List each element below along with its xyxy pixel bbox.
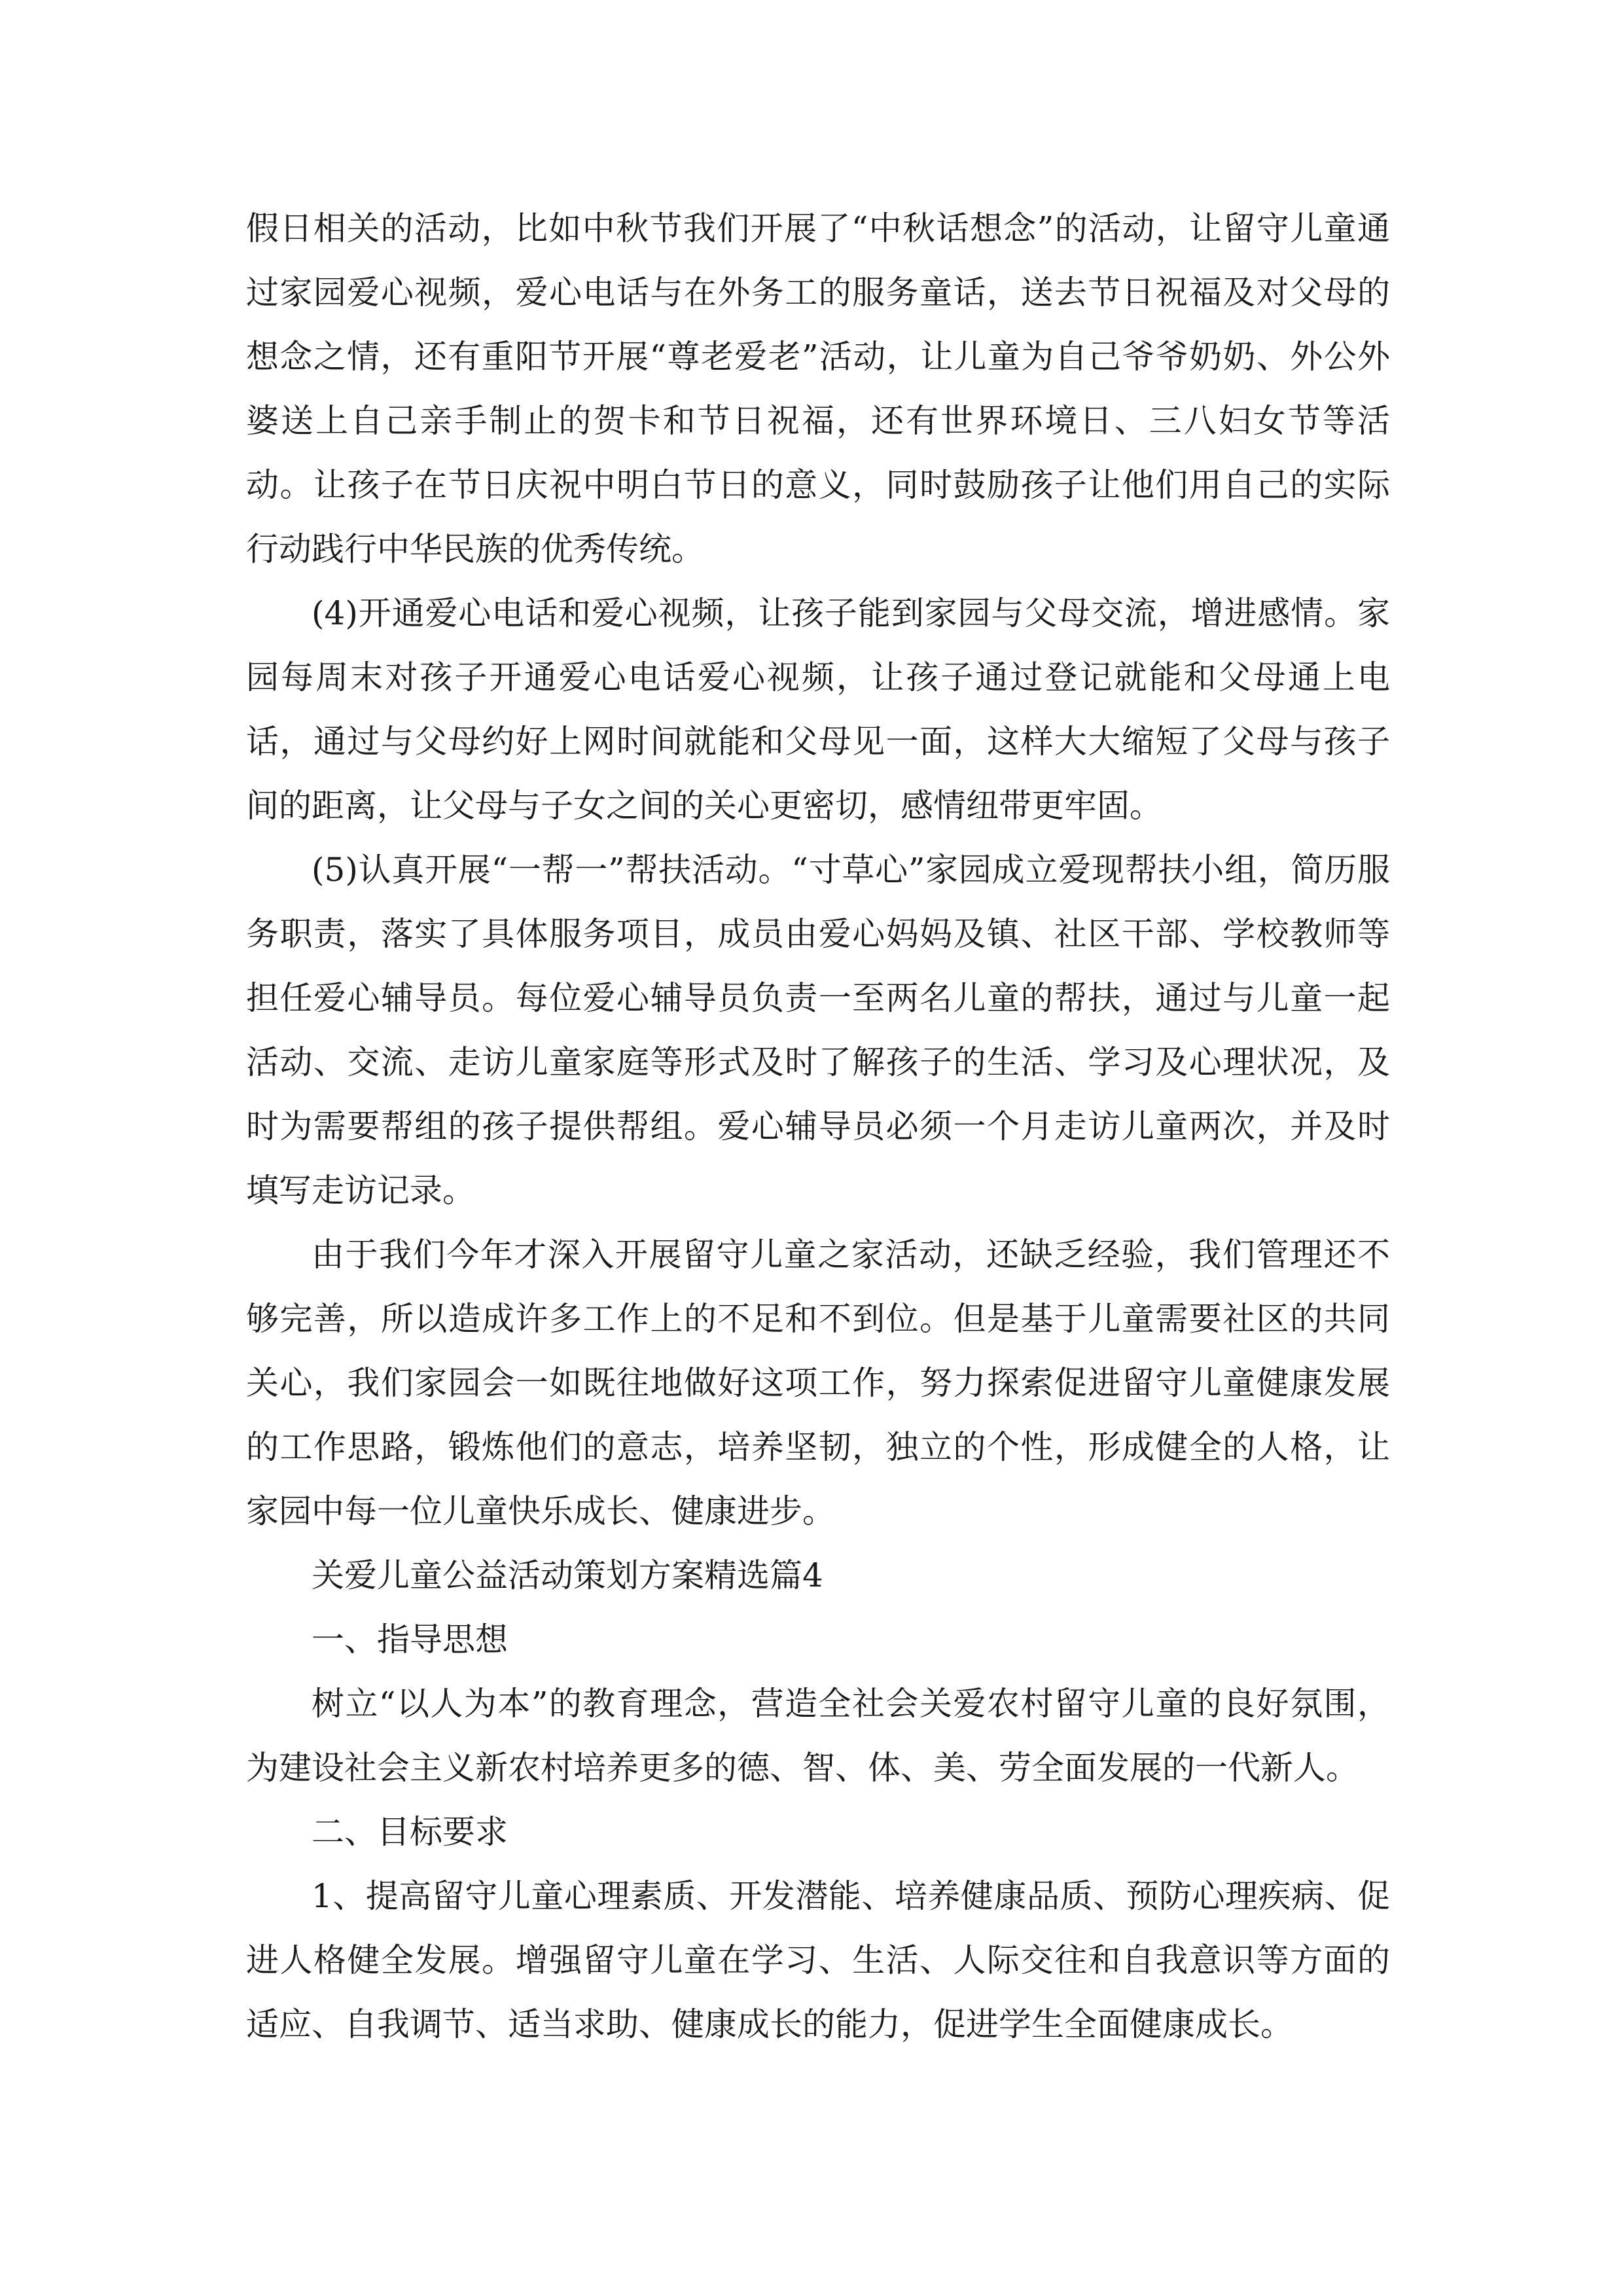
- document-body: [246, 196, 1390, 2056]
- heading-goals: 二、目标要求: [312, 1813, 508, 1851]
- paragraph-guiding-ideology: 树立“以人为本”的教育理念，营造全社会关爱农村留守儿童的良好氛围，为建设社会主义新农村培养更多的德、智、体、美、劳全面发展的一代新人。: [246, 1685, 1390, 1787]
- paragraph-goal-1: 1、提高留守儿童心理素质、开发潜能、培养健康品质、预防心理疾病、促进人格健全发展。增强留守儿童在学习、生活、人际交往和自我意识等方面的适应、自我调节、适当求助、健康成长的能力，促进学生全面健康成长。: [246, 1877, 1390, 2043]
- section-title-plan-4: 关爱儿童公益活动策划方案精选篇4: [312, 1556, 823, 1594]
- paragraph-love-phone-video: (4)开通爱心电话和爱心视频，让孩子能到家园与父母交流，增进感情。家园每周末对孩子开通爱心电话爱心视频，让孩子通过登记就能和父母通上电话，通过与父母约好上网时间就能和父母见一面，这样大大缩短了父母与孩子间的距离，让父母与子女之间的关心更密切，感情纽带更牢固。: [246, 594, 1390, 825]
- paragraph-summary: 由于我们今年才深入开展留守儿童之家活动，还缺乏经验，我们管理还不够完善，所以造成许多工作上的不足和不到位。但是基于儿童需要社区的共同关心，我们家园会一如既往地做好这项工作，努力探索促进留守儿童健康发展的工作思路，锻炼他们的意志，培养坚韧，独立的个性，形成健全的人格，让家园中每一位儿童快乐成长、健康进步。: [246, 1236, 1390, 1530]
- heading-guiding-ideology: 一、指导思想: [312, 1621, 508, 1659]
- paragraph-one-help-one: (5)认真开展“一帮一”帮扶活动。“寸草心”家园成立爱现帮扶小组，简历服务职责，落实了具体服务项目，成员由爱心妈妈及镇、社区干部、学校教师等担任爱心辅导员。每位爱心辅导员负责一至两名儿童的帮扶，通过与儿童一起活动、交流、走访儿童家庭等形式及时了解孩子的生活、学习及心理状况，及时为需要帮组的孩子提供帮组。爱心辅导员必须一个月走访儿童两次，并及时填写走访记录。: [246, 851, 1390, 1210]
- paragraph-holiday-activities: 假日相关的活动，比如中秋节我们开展了“中秋话想念”的活动，让留守儿童通过家园爱心视频，爱心电话与在外务工的服务童话，送去节日祝福及对父母的想念之情，还有重阳节开展“尊老爱老”活动，让儿童为自己爷爷奶奶、外公外婆送上自己亲手制止的贺卡和节日祝福，还有世界环境日、三八妇女节等活动。让孩子在节日庆祝中明白节日的意义，同时鼓励孩子让他们用自己的实际行动践行中华民族的优秀传统。: [246, 209, 1390, 568]
